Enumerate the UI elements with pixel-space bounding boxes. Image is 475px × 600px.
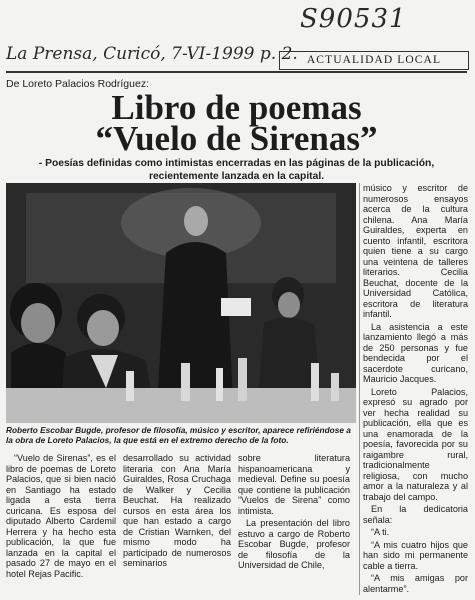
paragraph: desarrollado su actividad literaria con Ana María Guiraldes, Rosa Cruchaga de Walker y Cecilia Beuchat. Ha realizado cursos en esta área los que han estado a cargo de Cristian Warnken, del mismo modo ha participado de numerosos seminarios xyxy=(123,453,231,568)
paragraph: “A ti. xyxy=(371,527,390,537)
column-divider xyxy=(359,183,360,595)
event-photo-illustration xyxy=(6,183,356,423)
paragraph: Loreto Palacios, expresó su agrado por ver hecha realidad su publicación, ella que es una enamorada de la poesía, favorecida por su raigambre rural, tradicionalmente religiosa, con mucho amor a la naturaleza y al trabajo del campo. xyxy=(363,386,468,502)
article-column-2 xyxy=(123,453,231,571)
subhead: - Poesías definidas como intimistas encerradas en las páginas de la publicación, recientemente lanzada en la capital. xyxy=(38,158,435,182)
paragraph: sobre literatura hispanoamericana y medieval. Define su poesía que contiene la publicación “Vuelos de Sirena” como intimista. xyxy=(238,453,350,516)
headline-line-1: Libro de poemas xyxy=(111,88,362,127)
article-column-3 xyxy=(238,453,350,573)
headline-line-2: “Vuelo de Sirenas” xyxy=(95,119,378,158)
paragraph: “A mis amigas por alentarme”. xyxy=(363,573,468,594)
headline xyxy=(6,88,467,158)
article-column-4 xyxy=(363,183,468,596)
source-note-handwritten: La Prensa, Curicó, 7-VI-1999 p. 2. xyxy=(6,44,298,64)
paragraph: En la dedicatoria señala: xyxy=(363,504,468,525)
archive-number-handwritten: S90531 xyxy=(300,4,407,34)
photo-caption: Roberto Escobar Bugde, profesor de filosofía, músico y escritor, aparece refiriéndose a la obra de Loreto Palacios, la que está en el extremo derecho de la foto. xyxy=(6,425,351,446)
byline: De Loreto Palacios Rodríguez: xyxy=(6,78,149,90)
section-rule xyxy=(6,71,467,73)
section-label: ACTUALIDAD LOCAL xyxy=(279,51,469,70)
paragraph: músico y escritor de numerosos ensayos acerca de la cultura chilena. Ana María Guiraldes, experta en cuento infantil, escritora quien tiene a su cargo una veintena de talleres literarios. Cecilia Beuchat, docente de la Universidad Católica, escritora de literatura infantil. xyxy=(363,183,468,319)
event-photo xyxy=(6,183,356,423)
paragraph: La asistencia a este lanzamiento llegó a más de 250 personas y fue bendecida por el sacerdote curicano, Mauricio Jacques. xyxy=(363,321,468,384)
paragraph: “Vuelo de Sirenas”, es el libro de poemas de Loreto Palacios, que si bien nació en Santiago ha estado ligada a esta tierra curicana. Es esposa del diputado Alberto Cardemil Herrera y ha hecho esta publicación, la que fue lanzada en la capital el pasado 27 de mayo en el hotel Rejas Pacific. xyxy=(6,453,116,579)
paragraph: “A mis cuatro hijos que han sido mi permanente cable a tierra. xyxy=(363,539,468,571)
paragraph: La presentación del libro estuvo a cargo de Roberto Escobar Bugde, profesor de filosofía de la Universidad de Chile, xyxy=(238,518,350,570)
article-column-1 xyxy=(6,453,116,581)
